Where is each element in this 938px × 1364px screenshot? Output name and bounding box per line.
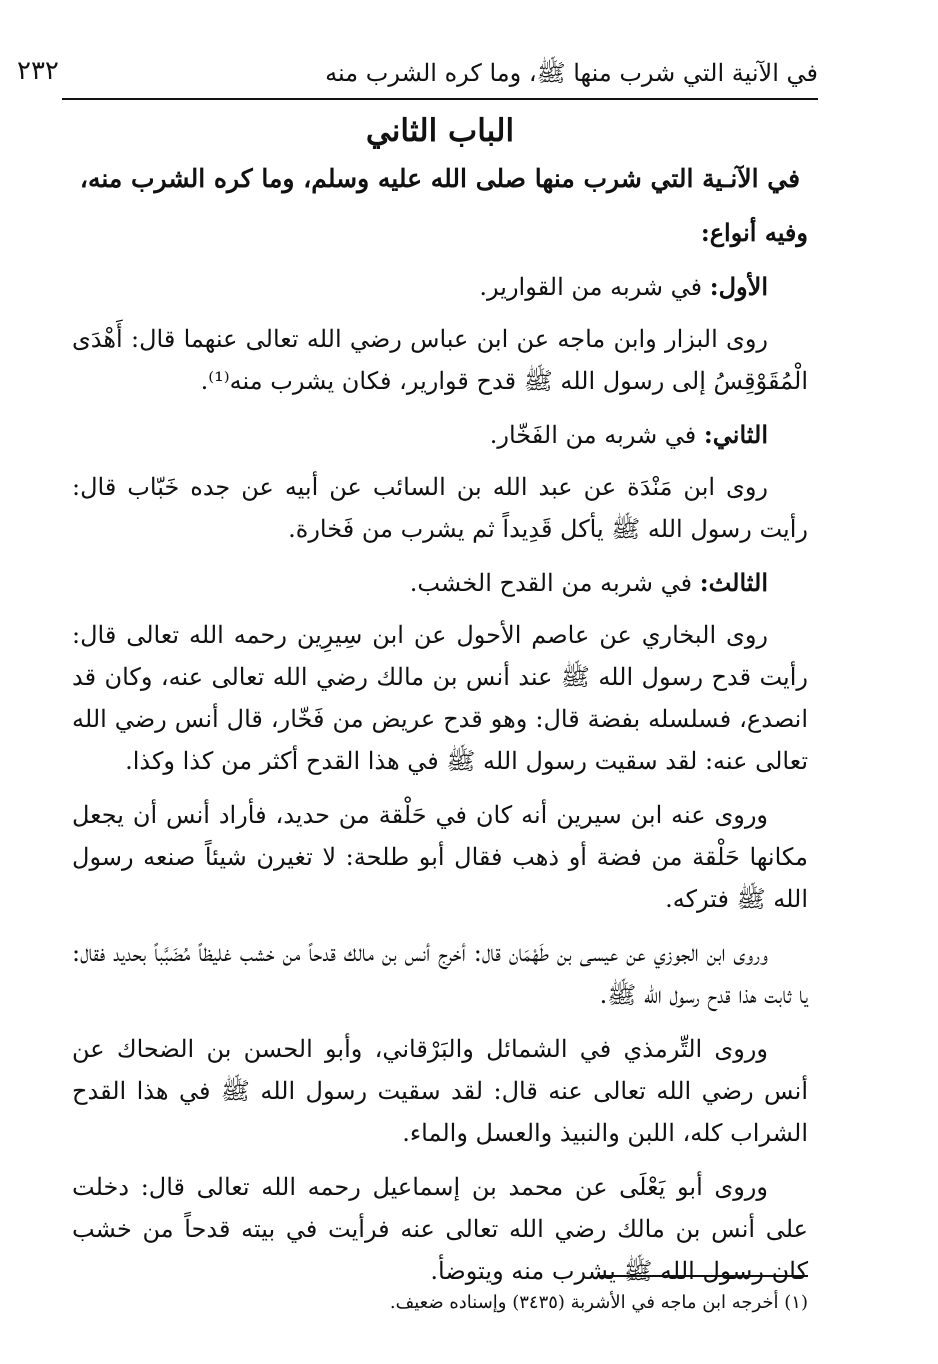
chapter-subtitle: في الآنـية التي شرب منها صلى الله عليه وسلم، وما كره الشرب منه،	[79, 164, 801, 193]
paragraph: وروى التِّرمذي في الشمائل والبَرْقاني، وأبو الحسن بن الضحاك عن أنس رضي الله تعالى عنه قال: لقد سقيت رسول الله ﷺ في هذا القدح الشراب كله، اللبن والنبيذ والعسل والماء.	[72, 1035, 808, 1147]
paragraph: روى البزار وابن ماجه عن ابن عباس رضي الله تعالى عنهما قال: أَهْدَى الْمُقَوْقِسُ إلى رسول الله ﷺ قدح قوارير، فكان يشرب منه⁽¹⁾.	[72, 325, 808, 395]
running-header	[17, 50, 818, 100]
footnote-divider	[598, 1275, 808, 1277]
page-number: ٢٣٢	[17, 56, 59, 86]
section-heading	[72, 266, 768, 308]
page-body	[72, 110, 808, 1304]
section-label: الثاني:	[703, 420, 768, 449]
section-label: الأول:	[709, 272, 768, 301]
paragraph: وروى أبو يَعْلَى عن محمد بن إسماعيل رحمه الله تعالى قال: دخلت على أنس بن مالك رضي الله تعالى عنه فرأيت في بيته قدحاً من خشب كان رسول الله ﷺ يشرب منه ويتوضأ.	[72, 1173, 808, 1285]
section-heading	[72, 562, 768, 604]
paragraph: روى البخاري عن عاصم الأحول عن ابن سِيرِين رحمه الله تعالى قال: رأيت قدح رسول الله ﷺ عند أنس بن مالك رضي الله تعالى عنه، وكان قد انصدع، فسلسله بفضة قال: وهو قدح عريض من فَخّار، قال أنس رضي الله تعالى عنه: لقد سقيت رسول الله ﷺ في هذا القدح أكثر من كذا وكذا.	[72, 621, 808, 775]
paragraph: وروى ابن الجوزي عن عيسى بن طَهْمَان قال: أخرج أنس بن مالك قدحاً من خشب غليظاً مُضَبَّباً بحديد فقال: يا ثابت هذا قدح رسول الله ﷺ.	[72, 939, 808, 1009]
section-heading	[72, 414, 768, 456]
section-heading-text: في شربه من القدح الخشب.	[409, 569, 700, 597]
paragraph: روى ابن مَنْدَة عن عبد الله بن السائب عن أبيه عن جده خَبّاب قال: رأيت رسول الله ﷺ يأكل قَدِيداً ثم يشرب من فَخارة.	[72, 473, 808, 543]
paragraph: وروى عنه ابن سيرين أنه كان في حَلْقة من حديد، فأراد أنس أن يجعل مكانها حَلْقة من فضة أو ذهب فقال أبو طلحة: لا تغيرن شيئاً صنعه رسول الله ﷺ فتركه.	[72, 801, 808, 913]
section-heading-text: في شربه من الفَخّار.	[489, 421, 704, 449]
chapter-intro: وفيه أنواع:	[700, 218, 808, 247]
section-label: الثالث:	[699, 568, 768, 597]
section-heading-text: في شربه من القوارير.	[479, 273, 710, 301]
running-title: في الآنية التي شرب منها ﷺ، وما كره الشرب منه	[325, 59, 818, 87]
footnote: (١) أخرجه ابن ماجه في الأشربة (٣٤٣٥) وإسناده ضعيف.	[389, 1292, 808, 1313]
chapter-title: الباب الثاني	[365, 113, 515, 149]
